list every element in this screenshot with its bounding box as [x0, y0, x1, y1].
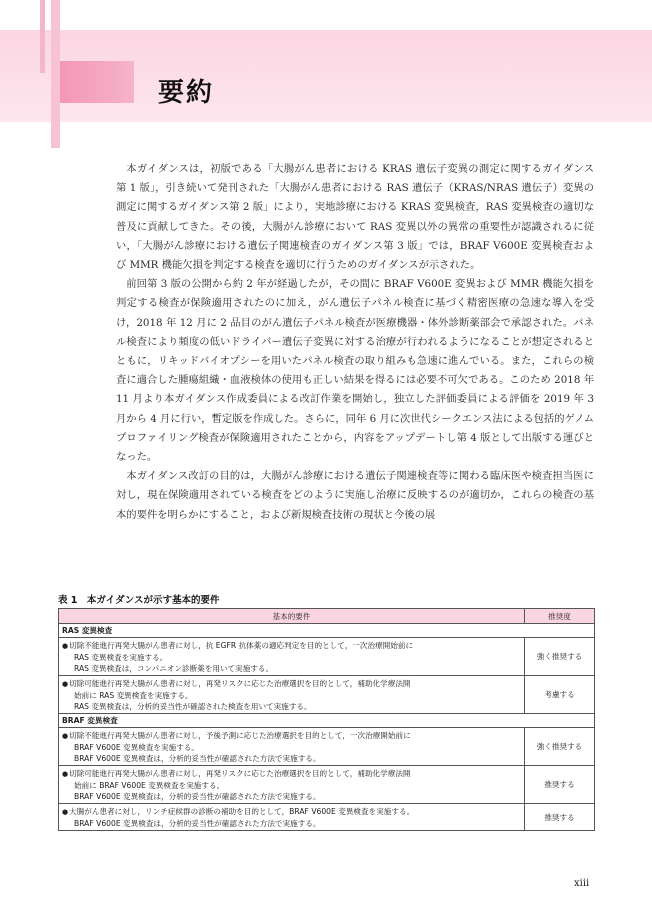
section-row	[59, 624, 595, 638]
recommendation-cell: 考慮する	[525, 676, 595, 714]
paragraph: 本ガイダンスは，初版である「大腸がん患者における KRAS 遺伝子変異の測定に関するガイダンス第 1 版」，引き続いて発刊された「大腸がん患者における RAS 遺伝子（KRAS/NRAS 遺伝子）変異の測定に関するガイダンス第 2 版」により，実地診療における KRAS 変異検査，RAS 変異検査の適切な普及に貢献してきた。その後，大腸がん診療において RAS 変異以外の異常の重要性が認識されるに従い，「大腸がん診療における遺伝子関連検査のガイダンス第 3 版」では，BRAF V600E 変異検査および MMR 機能欠損を判定する検査を適切に行うためのガイダンスが示された。	[116, 163, 594, 272]
requirement-cell	[59, 676, 525, 714]
requirement-line: 始前に BRAF V600E 変異検査を実施する。	[74, 781, 225, 790]
requirement-cell	[59, 728, 525, 766]
requirement-line: RAS 変異検査は，コンパニオン診断薬を用いて実施する。	[74, 664, 274, 673]
table-row	[59, 728, 595, 766]
section-row	[59, 714, 595, 728]
table-row	[59, 804, 595, 831]
section-title-braf: BRAF 変異検査	[59, 714, 595, 728]
requirement-line: ● 切除可能進行再発大腸がん患者に対し，再発リスクに応じた治療選択を目的として，補助化学療法開	[62, 678, 521, 690]
header-accent-block	[60, 61, 134, 103]
table-caption: 表 1 本ガイダンスが示す基本的要件	[58, 595, 220, 606]
requirement-line: BRAF V600E 変異検査は，分析的妥当性が確認された方法で実施する。	[74, 754, 321, 763]
table-row	[59, 766, 595, 804]
recommendation-cell: 強く推奨する	[525, 728, 595, 766]
requirement-line: ● 切除可能進行再発大腸がん患者に対し，再発リスクに応じた治療選択を目的として，補助化学療法開	[62, 768, 521, 780]
requirement-cell	[59, 804, 525, 831]
requirement-line: RAS 変異検査は，分析的妥当性が確認された検査を用いて実施する。	[74, 702, 312, 711]
requirement-line: ● 切除不能進行再発大腸がん患者に対し，予後予測に応じた治療選択を目的として，一次治療開始前に	[62, 730, 521, 742]
page-number: xiii	[574, 878, 590, 889]
column-header-requirement: 基本的要件	[59, 609, 525, 624]
requirement-line: RAS 変異検査を実施する。	[74, 653, 168, 662]
header-accent-bar	[40, 0, 45, 73]
requirement-line: 始前に RAS 変異検査を実施する。	[74, 691, 193, 700]
section-title-ras: RAS 変異検査	[59, 624, 595, 638]
requirement-line: BRAF V600E 変異検査は，分析的妥当性が確認された方法で実施する。	[74, 792, 321, 801]
requirement-line: ● 大腸がん患者に対し，リンチ症候群の診断の補助を目的として，BRAF V600E 変異検査を実施する。	[62, 806, 521, 818]
table-header-row	[59, 609, 595, 624]
recommendation-cell: 推奨する	[525, 804, 595, 831]
requirement-line: ● 切除不能進行再発大腸がん患者に対し，抗 EGFR 抗体薬の適応判定を目的として，一次治療開始前に	[62, 640, 521, 652]
requirement-cell	[59, 638, 525, 676]
requirement-cell	[59, 766, 525, 804]
table-row	[59, 638, 595, 676]
requirement-line: BRAF V600E 変異検査を実施する。	[74, 743, 199, 752]
header-accent-bar	[51, 0, 60, 148]
page-title: 要約	[158, 78, 215, 108]
requirement-line: BRAF V600E 変異検査は，分析的妥当性が確認された方法で実施する。	[74, 819, 321, 828]
requirements-table	[58, 608, 595, 831]
recommendation-cell: 強く推奨する	[525, 638, 595, 676]
paragraph: 前回第 3 版の公開から約 2 年が経過したが，その間に BRAF V600E 変異および MMR 機能欠損を判定する検査が保険適用されたのに加え，がん遺伝子パネル検査に基づく精密医療の急速な導入を受け，2018 年 12 月に 2 品目のがん遺伝子パネル検査が医療機器・体外診断薬部会で承認された。パネル検査により頻度の低いドライバー遺伝子変異に対する治療が行われるようになることが想定されるとともに，リキッドバイオプシーを用いたパネル検査の取り組みも急速に進んでいる。また，これらの検査に適合した腫瘍組織・血液検体の使用も正しい結果を得るには必要不可欠である。このため 2018 年 11 月より本ガイダンス作成委員による改訂作業を開始し，独立した評価委員による評価を 2019 年 3 月から 4 月に行い，暫定版を作成した。さらに，同年 6 月に次世代シークエンス法による包括的ゲノムプロファイリング検査が保険適用されたことから，内容をアップデートし第 4 版として出版する運びとなった。	[116, 278, 594, 464]
recommendation-cell: 推奨する	[525, 766, 595, 804]
table-row	[59, 676, 595, 714]
column-header-recommendation: 推奨度	[525, 609, 595, 624]
body-text	[116, 160, 594, 525]
paragraph: 本ガイダンス改訂の目的は，大腸がん診療における遺伝子関連検査等に関わる臨床医や検査担当医に対し，現在保険適用されている検査をどのように実施し治療に反映するのが適切か，これらの検査の基本的要件を明らかにすること，および新規検査技術の現状と今後の展	[116, 470, 594, 521]
